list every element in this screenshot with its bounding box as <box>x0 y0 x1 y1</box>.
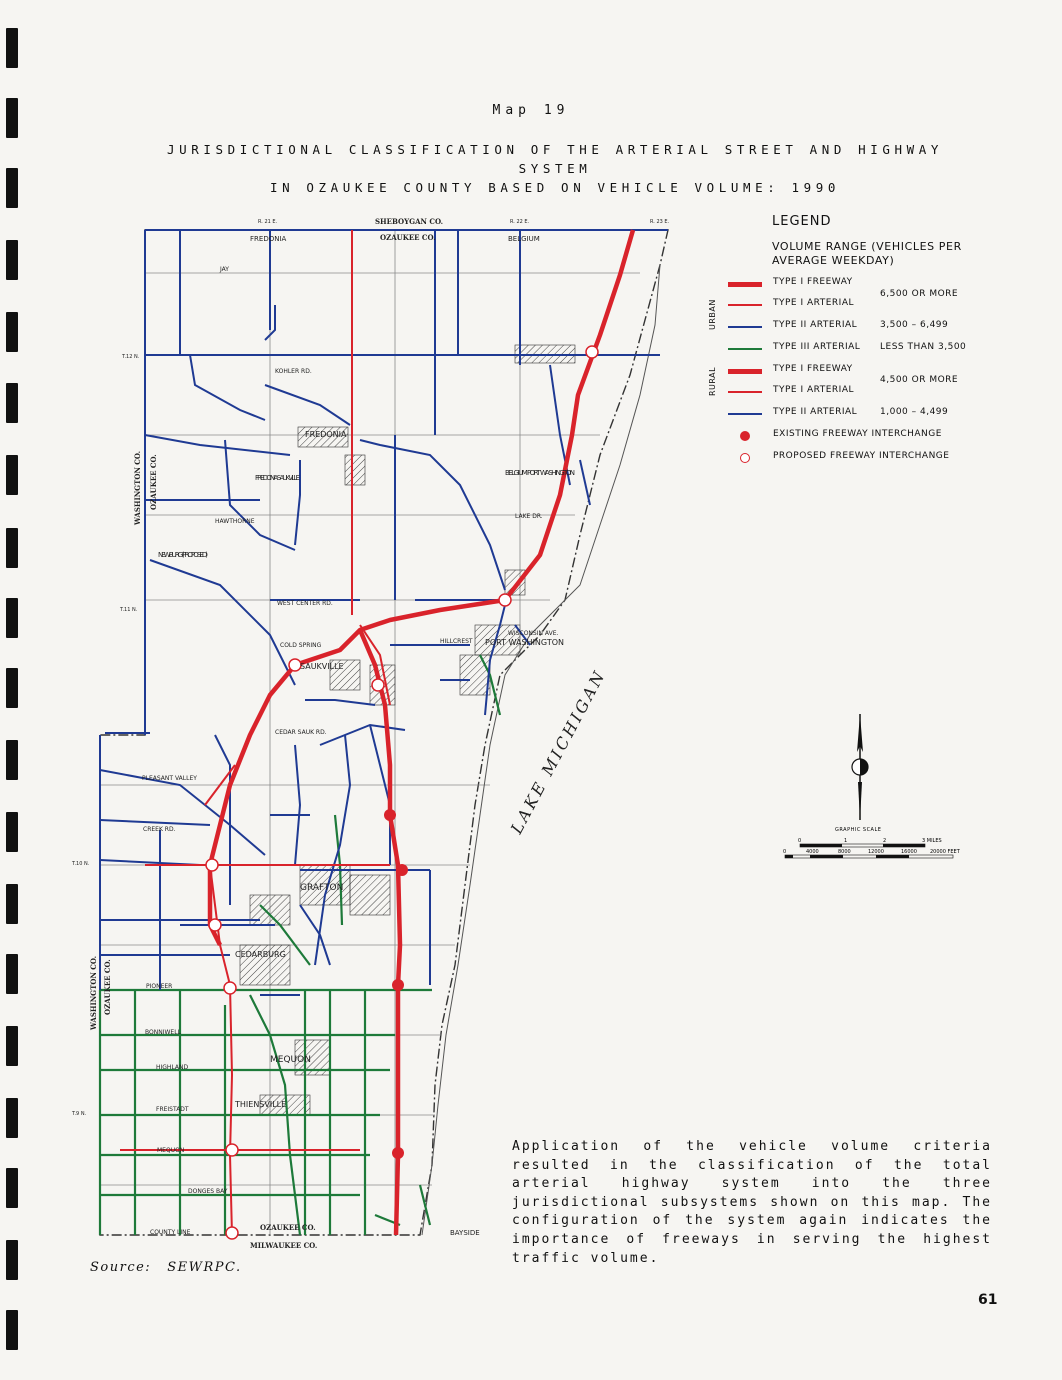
source-label: Source: <box>90 1260 152 1275</box>
svg-text:1: 1 <box>844 838 848 844</box>
legend-urban-brace: 6,500 OR MORE <box>880 289 959 299</box>
svg-text:8000: 8000 <box>838 849 851 855</box>
scale-title: GRAPHIC SCALE <box>835 827 882 833</box>
legend-proposed-interchange: PROPOSED FREEWAY INTERCHANGE <box>773 451 950 461</box>
label-highland: HIGHLAND <box>156 1064 189 1071</box>
legend <box>700 214 1000 474</box>
label-kohler-rd: KOHLER RD. <box>275 368 312 375</box>
label-ozaukee-co-w1: OZAUKEE CO. <box>149 454 158 510</box>
legend-subtitle: VOLUME RANGE (VEHICLES PER AVERAGE WEEKDAY) <box>772 240 962 267</box>
legend-rural-label: RURAL <box>708 366 717 396</box>
swatch-blue <box>728 326 762 328</box>
label-washington-co-2: WASHINGTON CO. <box>89 955 98 1030</box>
legend-rural-arterial: TYPE I ARTERIAL <box>728 385 998 399</box>
county-map[interactable] <box>60 205 780 1265</box>
label-cold-spring: COLD SPRING <box>280 642 322 649</box>
svg-text:2: 2 <box>883 838 887 844</box>
swatch-thick-red <box>728 282 762 287</box>
label-fredonia-top: FREDONIA <box>250 235 287 243</box>
label-ozaukee-co-top: OZAUKEE CO. <box>380 233 436 242</box>
label-donges-bay: DONGES BAY <box>188 1188 228 1195</box>
label-bonniwell: BONNIWELL <box>145 1029 181 1036</box>
label-ozaukee-co-bottom: OZAUKEE CO. <box>260 1223 316 1232</box>
title-line-1: JURISDICTIONAL CLASSIFICATION OF THE ARTERIAL STREET AND HIGHWAY SYSTEM <box>166 142 944 176</box>
label-ozaukee-co-w2: OZAUKEE CO. <box>103 959 112 1015</box>
label-belgium-top: BELGIUM <box>508 235 540 243</box>
swatch-blue <box>728 413 762 415</box>
svg-text:20000 FEET: 20000 FEET <box>930 849 960 855</box>
label-town-t11: T.11 N. <box>120 607 138 613</box>
label-thiensville-city: THIENSVILLE <box>235 1100 287 1109</box>
page-title <box>140 140 970 197</box>
svg-text:12000: 12000 <box>868 849 884 855</box>
label-grafton-city: GRAFTON <box>300 883 344 893</box>
legend-rural-freeway: TYPE I FREEWAY <box>728 364 998 378</box>
legend-urban-freeway: TYPE I FREEWAY <box>728 277 998 291</box>
legend-urban-label: URBAN <box>708 299 717 330</box>
swatch-thin-red <box>728 391 762 393</box>
legend-urban-arterial: TYPE I ARTERIAL <box>728 298 998 312</box>
label-creek-rd: CREEK RD. <box>143 826 176 833</box>
legend-rural-type2: TYPE II ARTERIAL 1,000 – 4,499 <box>728 407 998 421</box>
svg-text:4000: 4000 <box>806 849 819 855</box>
legend-existing-interchange: EXISTING FREEWAY INTERCHANGE <box>773 429 942 439</box>
map-description: Application of the vehicle volume criteria resulted in the classification of the total arterial highway system into the three jurisdictional subsystems shown on this map. The configuration of the system again indicates the importance of freeways in serving the highest traffic volume. <box>512 1139 992 1266</box>
label-saukville-city: SAUKVILLE <box>300 662 344 671</box>
svg-text:3 MILES: 3 MILES <box>922 838 942 844</box>
map-number: Map 19 <box>492 103 570 118</box>
title-line-2: IN OZAUKEE COUNTY BASED ON VEHICLE VOLUME: 1990 <box>270 180 840 195</box>
label-hawthorne: HAWTHORNE <box>215 518 255 525</box>
label-hillcrest: HILLCREST <box>440 638 473 645</box>
label-belgium-port-washington: BELGIUM PORT WASHINGTON <box>505 469 575 477</box>
label-jay: JAY <box>220 266 229 273</box>
label-town-t12: T.12 N. <box>122 354 140 360</box>
source-value: SEWRPC. <box>167 1260 242 1275</box>
label-lake-dr: LAKE DR. <box>515 513 543 520</box>
source-note <box>90 1260 258 1275</box>
graphic-scale <box>780 822 980 872</box>
label-freistadt: FREISTADT <box>156 1106 189 1113</box>
label-port-washington-city: PORT WASHINGTON <box>485 638 564 647</box>
svg-text:0: 0 <box>798 838 802 844</box>
legend-urban-type2: TYPE II ARTERIAL 3,500 – 6,499 <box>728 320 998 334</box>
label-range-r21: R. 21 E. <box>258 219 278 225</box>
label-range-r23: R. 23 E. <box>650 219 670 225</box>
svg-text:0: 0 <box>783 849 787 855</box>
label-mequon-rd: MEQUON <box>157 1147 185 1154</box>
page-number: 61 <box>978 1292 998 1308</box>
swatch-green <box>728 348 762 350</box>
label-lake-michigan: LAKE MICHIGAN <box>506 665 610 837</box>
label-pioneer: PIONEER <box>146 983 173 990</box>
swatch-thick-red <box>728 369 762 374</box>
label-milwaukee-co: MILWAUKEE CO. <box>250 1241 318 1250</box>
north-arrow-icon <box>845 712 875 822</box>
label-west-center-rd: WEST CENTER RD. <box>277 600 333 607</box>
label-sheboygan-co: SHEBOYGAN CO. <box>375 217 444 226</box>
label-newburg: NEWBURG (PROPOSED) <box>158 551 208 559</box>
legend-rural-brace: 4,500 OR MORE <box>880 375 959 385</box>
label-mequon-city: MEQUON <box>270 1055 311 1065</box>
label-pleasant-valley: PLEASANT VALLEY <box>142 775 197 782</box>
label-fredonia-city: FREDONIA <box>305 430 347 439</box>
label-range-r22: R. 22 E. <box>510 219 530 225</box>
label-county-line: COUNTY LINE <box>150 1229 191 1236</box>
label-cedar-sauk: CEDAR SAUK RD. <box>275 729 327 736</box>
map-svg <box>60 205 780 1265</box>
svg-text:16000: 16000 <box>901 849 917 855</box>
label-town-t9: T.9 N. <box>72 1111 87 1117</box>
label-cedarburg-city: CEDARBURG <box>235 950 286 959</box>
binding-holes <box>6 28 20 1368</box>
legend-urban-type3: TYPE III ARTERIAL LESS THAN 3,500 <box>728 342 998 356</box>
label-washington-co-1: WASHINGTON CO. <box>133 450 142 525</box>
label-wisconsin-ave: WISCONSIN AVE. <box>508 630 559 637</box>
swatch-thin-red <box>728 304 762 306</box>
shoreline <box>422 265 660 1235</box>
label-fredonia-saukville: FREDONIA SAUKVILLE <box>255 474 300 482</box>
legend-title: LEGEND <box>772 214 832 229</box>
label-town-t10: T.10 N. <box>72 861 90 867</box>
label-bayside: BAYSIDE <box>450 1229 480 1237</box>
